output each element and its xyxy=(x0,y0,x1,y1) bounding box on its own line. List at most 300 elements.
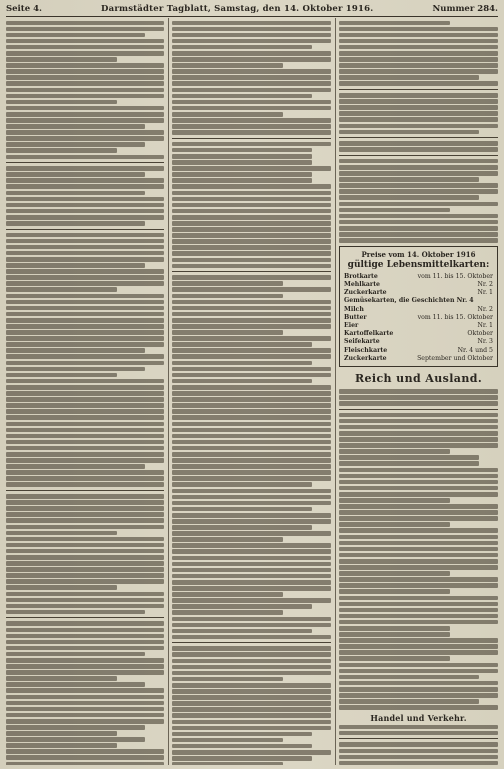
text-line xyxy=(172,677,283,682)
divider xyxy=(172,271,331,272)
text-line xyxy=(6,197,164,202)
text-line xyxy=(339,742,498,747)
text-line xyxy=(6,379,164,384)
text-line xyxy=(339,583,498,588)
text-line xyxy=(6,354,164,359)
text-line xyxy=(339,486,498,491)
text-line xyxy=(339,401,498,406)
text-line xyxy=(339,195,479,200)
text-line xyxy=(172,531,331,536)
text-line xyxy=(172,403,331,408)
text-line xyxy=(339,105,498,110)
text-line xyxy=(6,585,117,590)
page-header xyxy=(6,2,498,17)
box-row-value: Nr. 1 xyxy=(477,289,493,297)
divider xyxy=(6,229,164,230)
text-line xyxy=(172,568,331,573)
text-line xyxy=(339,419,498,424)
text-line xyxy=(339,425,498,430)
text-line xyxy=(172,69,331,74)
text-line xyxy=(172,239,331,244)
text-line xyxy=(172,88,331,93)
text-line xyxy=(172,130,331,135)
text-line xyxy=(6,737,145,742)
text-line xyxy=(339,687,498,692)
divider xyxy=(6,490,164,491)
text-line xyxy=(6,719,164,724)
text-line xyxy=(6,300,164,305)
text-line xyxy=(6,743,117,748)
text-line xyxy=(172,476,331,481)
text-line xyxy=(339,443,498,448)
column-left xyxy=(6,19,164,765)
text-line xyxy=(339,504,498,509)
text-line xyxy=(339,681,498,686)
box-row-label: Zuckerkarte xyxy=(344,354,387,362)
text-line xyxy=(6,172,145,177)
text-line xyxy=(339,220,498,225)
text-line xyxy=(6,148,117,153)
text-line xyxy=(339,45,498,50)
text-line xyxy=(6,112,164,117)
box-row xyxy=(344,297,493,305)
text-line xyxy=(172,51,331,56)
text-line xyxy=(6,142,145,147)
text-line xyxy=(6,385,164,390)
text-line xyxy=(339,468,498,473)
text-line xyxy=(339,39,498,44)
text-line xyxy=(172,209,331,214)
text-line xyxy=(172,652,331,657)
text-line xyxy=(172,464,331,469)
text-line xyxy=(172,172,312,177)
column-divider xyxy=(335,18,336,765)
box-row-label: Eier xyxy=(344,321,359,329)
text-line xyxy=(6,579,164,584)
box-row xyxy=(344,338,493,346)
text-line xyxy=(172,646,331,651)
box-row-label: Milch xyxy=(344,305,364,313)
text-line xyxy=(6,136,164,141)
text-line xyxy=(172,203,331,208)
text-line xyxy=(339,69,498,74)
text-line xyxy=(6,598,164,603)
text-line xyxy=(6,621,164,626)
text-line xyxy=(339,699,479,704)
text-line xyxy=(172,191,331,196)
text-line xyxy=(172,27,331,32)
text-line xyxy=(339,669,498,674)
text-line xyxy=(6,561,164,566)
text-line xyxy=(6,318,164,323)
text-line xyxy=(6,664,164,669)
box-row-label: Kartoffelkarte xyxy=(344,330,394,338)
text-line xyxy=(6,707,164,712)
column-right xyxy=(339,19,498,765)
text-line xyxy=(339,761,498,765)
text-line xyxy=(172,713,331,718)
text-line xyxy=(6,628,164,633)
text-line xyxy=(172,75,331,80)
text-line xyxy=(339,99,498,104)
text-line xyxy=(172,184,331,189)
text-line xyxy=(172,446,331,451)
text-line xyxy=(6,348,145,353)
text-line xyxy=(339,189,498,194)
text-line xyxy=(172,397,331,402)
text-line xyxy=(339,183,498,188)
text-line xyxy=(6,658,164,663)
text-line xyxy=(339,541,498,546)
text-line xyxy=(339,480,498,485)
divider xyxy=(6,162,164,163)
text-line xyxy=(172,154,312,159)
text-line xyxy=(172,495,331,500)
text-line xyxy=(172,33,331,38)
text-line xyxy=(6,324,164,329)
text-line xyxy=(6,682,145,687)
text-line xyxy=(6,239,164,244)
box-row-label: Gemüsekarten, die Geschichten Nr. 4 xyxy=(344,297,474,305)
text-line xyxy=(339,559,498,564)
text-line xyxy=(6,652,145,657)
text-line xyxy=(172,415,331,420)
text-line xyxy=(172,63,283,68)
text-line xyxy=(172,549,331,554)
text-line xyxy=(172,501,331,506)
text-line xyxy=(172,227,331,232)
text-line xyxy=(6,713,164,718)
text-line xyxy=(172,379,312,384)
page-number: Seite 4. xyxy=(6,4,42,14)
text-line xyxy=(6,27,164,32)
box-rows xyxy=(344,273,493,363)
text-line xyxy=(172,342,312,347)
text-line xyxy=(339,725,498,730)
text-line xyxy=(6,100,117,105)
box-row xyxy=(344,289,493,297)
text-line xyxy=(172,519,331,524)
text-line xyxy=(172,562,331,567)
text-line xyxy=(172,434,331,439)
text-line xyxy=(172,106,331,111)
text-line xyxy=(6,518,164,523)
box-row-value: Nr. 3 xyxy=(477,338,493,346)
text-line xyxy=(339,626,450,631)
text-line xyxy=(172,197,331,202)
text-line xyxy=(6,184,164,189)
text-line xyxy=(6,452,164,457)
text-line xyxy=(6,45,164,50)
text-line xyxy=(6,482,164,487)
text-line xyxy=(172,617,331,622)
text-line xyxy=(172,762,283,765)
section-heading-reich: Reich und Ausland. xyxy=(354,371,483,385)
box-row xyxy=(344,273,493,281)
text-line xyxy=(339,33,498,38)
text-line xyxy=(339,547,498,552)
text-line xyxy=(172,610,283,615)
text-line xyxy=(6,670,164,675)
column-text-top xyxy=(339,21,498,243)
text-line xyxy=(172,574,331,579)
text-line xyxy=(172,689,331,694)
text-line xyxy=(6,512,164,517)
box-title: Preise vom 14. Oktober 1916 xyxy=(361,249,476,259)
text-line xyxy=(172,21,331,26)
box-row-label: Mehlkarte xyxy=(344,280,380,288)
text-line xyxy=(6,51,164,56)
text-line xyxy=(6,118,164,123)
divider xyxy=(339,137,498,138)
text-line xyxy=(172,422,331,427)
text-line xyxy=(339,57,498,62)
text-line xyxy=(339,589,450,594)
text-line xyxy=(172,738,283,743)
text-line xyxy=(339,177,479,182)
text-line xyxy=(6,397,164,402)
text-line xyxy=(339,214,498,219)
text-line xyxy=(6,342,164,347)
text-line xyxy=(172,598,331,603)
text-line xyxy=(6,464,145,469)
text-line xyxy=(6,688,164,693)
text-line xyxy=(6,634,164,639)
text-line xyxy=(6,275,164,280)
text-line xyxy=(172,348,331,353)
box-row-value: Nr. 4 und 5 xyxy=(457,346,493,354)
text-line xyxy=(6,130,164,135)
text-line xyxy=(6,312,164,317)
text-line xyxy=(172,556,331,561)
text-line xyxy=(6,287,117,292)
divider xyxy=(339,409,498,410)
text-line xyxy=(339,171,498,176)
text-line xyxy=(172,166,331,171)
text-line xyxy=(172,142,331,147)
text-line xyxy=(6,257,164,262)
text-line xyxy=(6,676,117,681)
text-line xyxy=(339,644,498,649)
text-line xyxy=(6,610,145,615)
food-cards-box xyxy=(339,246,498,367)
text-line xyxy=(172,354,331,359)
text-line xyxy=(6,21,164,26)
text-line xyxy=(172,233,331,238)
text-line xyxy=(339,238,498,243)
text-line xyxy=(172,94,312,99)
text-line xyxy=(6,124,145,129)
text-line xyxy=(172,318,331,323)
text-line xyxy=(6,640,164,645)
box-row-value: vom 11. bis 15. Oktober xyxy=(417,313,493,321)
newspaper-title: Darmstädter Tagblatt, Samstag, den 14. Oktober 1916. xyxy=(101,4,374,14)
text-line xyxy=(6,476,164,481)
text-line xyxy=(6,178,164,183)
text-line xyxy=(339,693,498,698)
text-line xyxy=(6,57,117,62)
text-line xyxy=(339,510,498,515)
text-line xyxy=(339,141,498,146)
divider xyxy=(339,89,498,90)
text-line xyxy=(339,620,498,625)
box-row-value: vom 11. bis 15. Oktober xyxy=(417,272,493,280)
text-line xyxy=(6,245,164,250)
section-heading-handel: Handel und Verkehr. xyxy=(370,712,467,723)
text-line xyxy=(339,535,498,540)
text-line xyxy=(6,391,164,396)
text-line xyxy=(6,695,164,700)
text-line xyxy=(339,565,498,570)
text-line xyxy=(172,367,331,372)
text-line xyxy=(339,553,498,558)
text-line xyxy=(339,437,498,442)
text-line xyxy=(172,330,283,335)
text-line xyxy=(172,623,331,628)
divider xyxy=(339,738,498,739)
text-line xyxy=(172,100,331,105)
text-line xyxy=(172,245,331,250)
text-line xyxy=(172,112,283,117)
text-line xyxy=(6,434,164,439)
text-line xyxy=(339,596,498,601)
text-line xyxy=(172,336,331,341)
text-line xyxy=(172,264,331,269)
text-line xyxy=(6,428,164,433)
text-line xyxy=(339,638,498,643)
text-line xyxy=(172,750,331,755)
box-row xyxy=(344,306,493,314)
text-line xyxy=(6,269,164,274)
text-line xyxy=(6,440,164,445)
text-line xyxy=(172,452,331,457)
text-line xyxy=(6,403,164,408)
column-text-middle xyxy=(339,389,498,710)
text-line xyxy=(339,614,498,619)
text-line xyxy=(172,324,331,329)
text-line xyxy=(172,306,331,311)
text-line xyxy=(172,458,331,463)
text-line xyxy=(6,263,145,268)
text-line xyxy=(6,373,117,378)
text-line xyxy=(172,525,312,530)
text-line xyxy=(339,395,498,400)
box-row-label: Butter xyxy=(344,313,367,321)
text-line xyxy=(172,543,331,548)
text-line xyxy=(339,226,498,231)
text-line xyxy=(6,549,164,554)
text-line xyxy=(172,45,312,50)
issue-number: Nummer 284. xyxy=(432,4,498,14)
text-line xyxy=(339,124,498,129)
text-line xyxy=(172,57,331,62)
text-line xyxy=(172,629,312,634)
text-line xyxy=(172,507,312,512)
text-line xyxy=(172,251,331,256)
box-subtitle: gültige Lebensmittelkarten: xyxy=(347,259,490,270)
text-line xyxy=(172,178,312,183)
text-line xyxy=(6,646,164,651)
divider xyxy=(172,138,331,139)
column-text-bottom xyxy=(339,725,498,765)
box-row-value: Nr. 2 xyxy=(477,305,493,313)
text-line xyxy=(339,111,498,116)
text-line xyxy=(172,428,331,433)
text-line xyxy=(6,749,164,754)
text-line xyxy=(339,81,498,86)
text-line xyxy=(339,431,498,436)
text-line xyxy=(6,494,164,499)
text-line xyxy=(339,602,498,607)
box-row xyxy=(344,355,493,363)
text-line xyxy=(6,294,164,299)
box-row-label: Zuckerkarte xyxy=(344,289,387,297)
text-line xyxy=(6,330,164,335)
text-line xyxy=(6,233,164,238)
text-line xyxy=(6,525,164,530)
text-line xyxy=(172,701,331,706)
text-line xyxy=(172,635,331,640)
text-line xyxy=(339,413,498,418)
text-line xyxy=(6,458,164,463)
text-line xyxy=(6,221,145,226)
text-line xyxy=(339,675,479,680)
column-divider xyxy=(168,18,169,765)
text-line xyxy=(339,755,498,760)
text-line xyxy=(6,251,164,256)
text-line xyxy=(172,275,331,280)
box-row xyxy=(344,281,493,289)
text-line xyxy=(6,409,164,414)
text-line xyxy=(6,166,164,171)
text-line xyxy=(339,656,450,661)
text-line xyxy=(6,731,117,736)
text-line xyxy=(339,731,498,736)
text-line xyxy=(339,492,498,497)
text-line xyxy=(339,75,479,80)
text-line xyxy=(339,165,498,170)
text-line xyxy=(6,203,164,208)
text-line xyxy=(172,221,331,226)
text-line xyxy=(172,312,331,317)
text-line xyxy=(172,39,331,44)
text-line xyxy=(172,537,283,542)
divider xyxy=(339,155,498,156)
text-line xyxy=(339,232,498,237)
text-line xyxy=(6,361,164,366)
text-line xyxy=(172,665,331,670)
text-line xyxy=(339,577,498,582)
text-line xyxy=(6,701,164,706)
text-line xyxy=(172,671,331,676)
text-line xyxy=(6,500,164,505)
text-line xyxy=(172,604,312,609)
text-line xyxy=(6,762,164,765)
text-line xyxy=(339,63,498,68)
text-line xyxy=(172,118,331,123)
text-line xyxy=(6,422,164,427)
text-line xyxy=(6,39,164,44)
text-line xyxy=(172,300,331,305)
text-line xyxy=(339,632,450,637)
divider xyxy=(6,617,164,618)
text-line xyxy=(339,117,498,122)
text-line xyxy=(172,148,312,153)
text-line xyxy=(172,732,312,737)
text-line xyxy=(6,191,145,196)
text-line xyxy=(6,573,164,578)
text-line xyxy=(339,705,498,710)
